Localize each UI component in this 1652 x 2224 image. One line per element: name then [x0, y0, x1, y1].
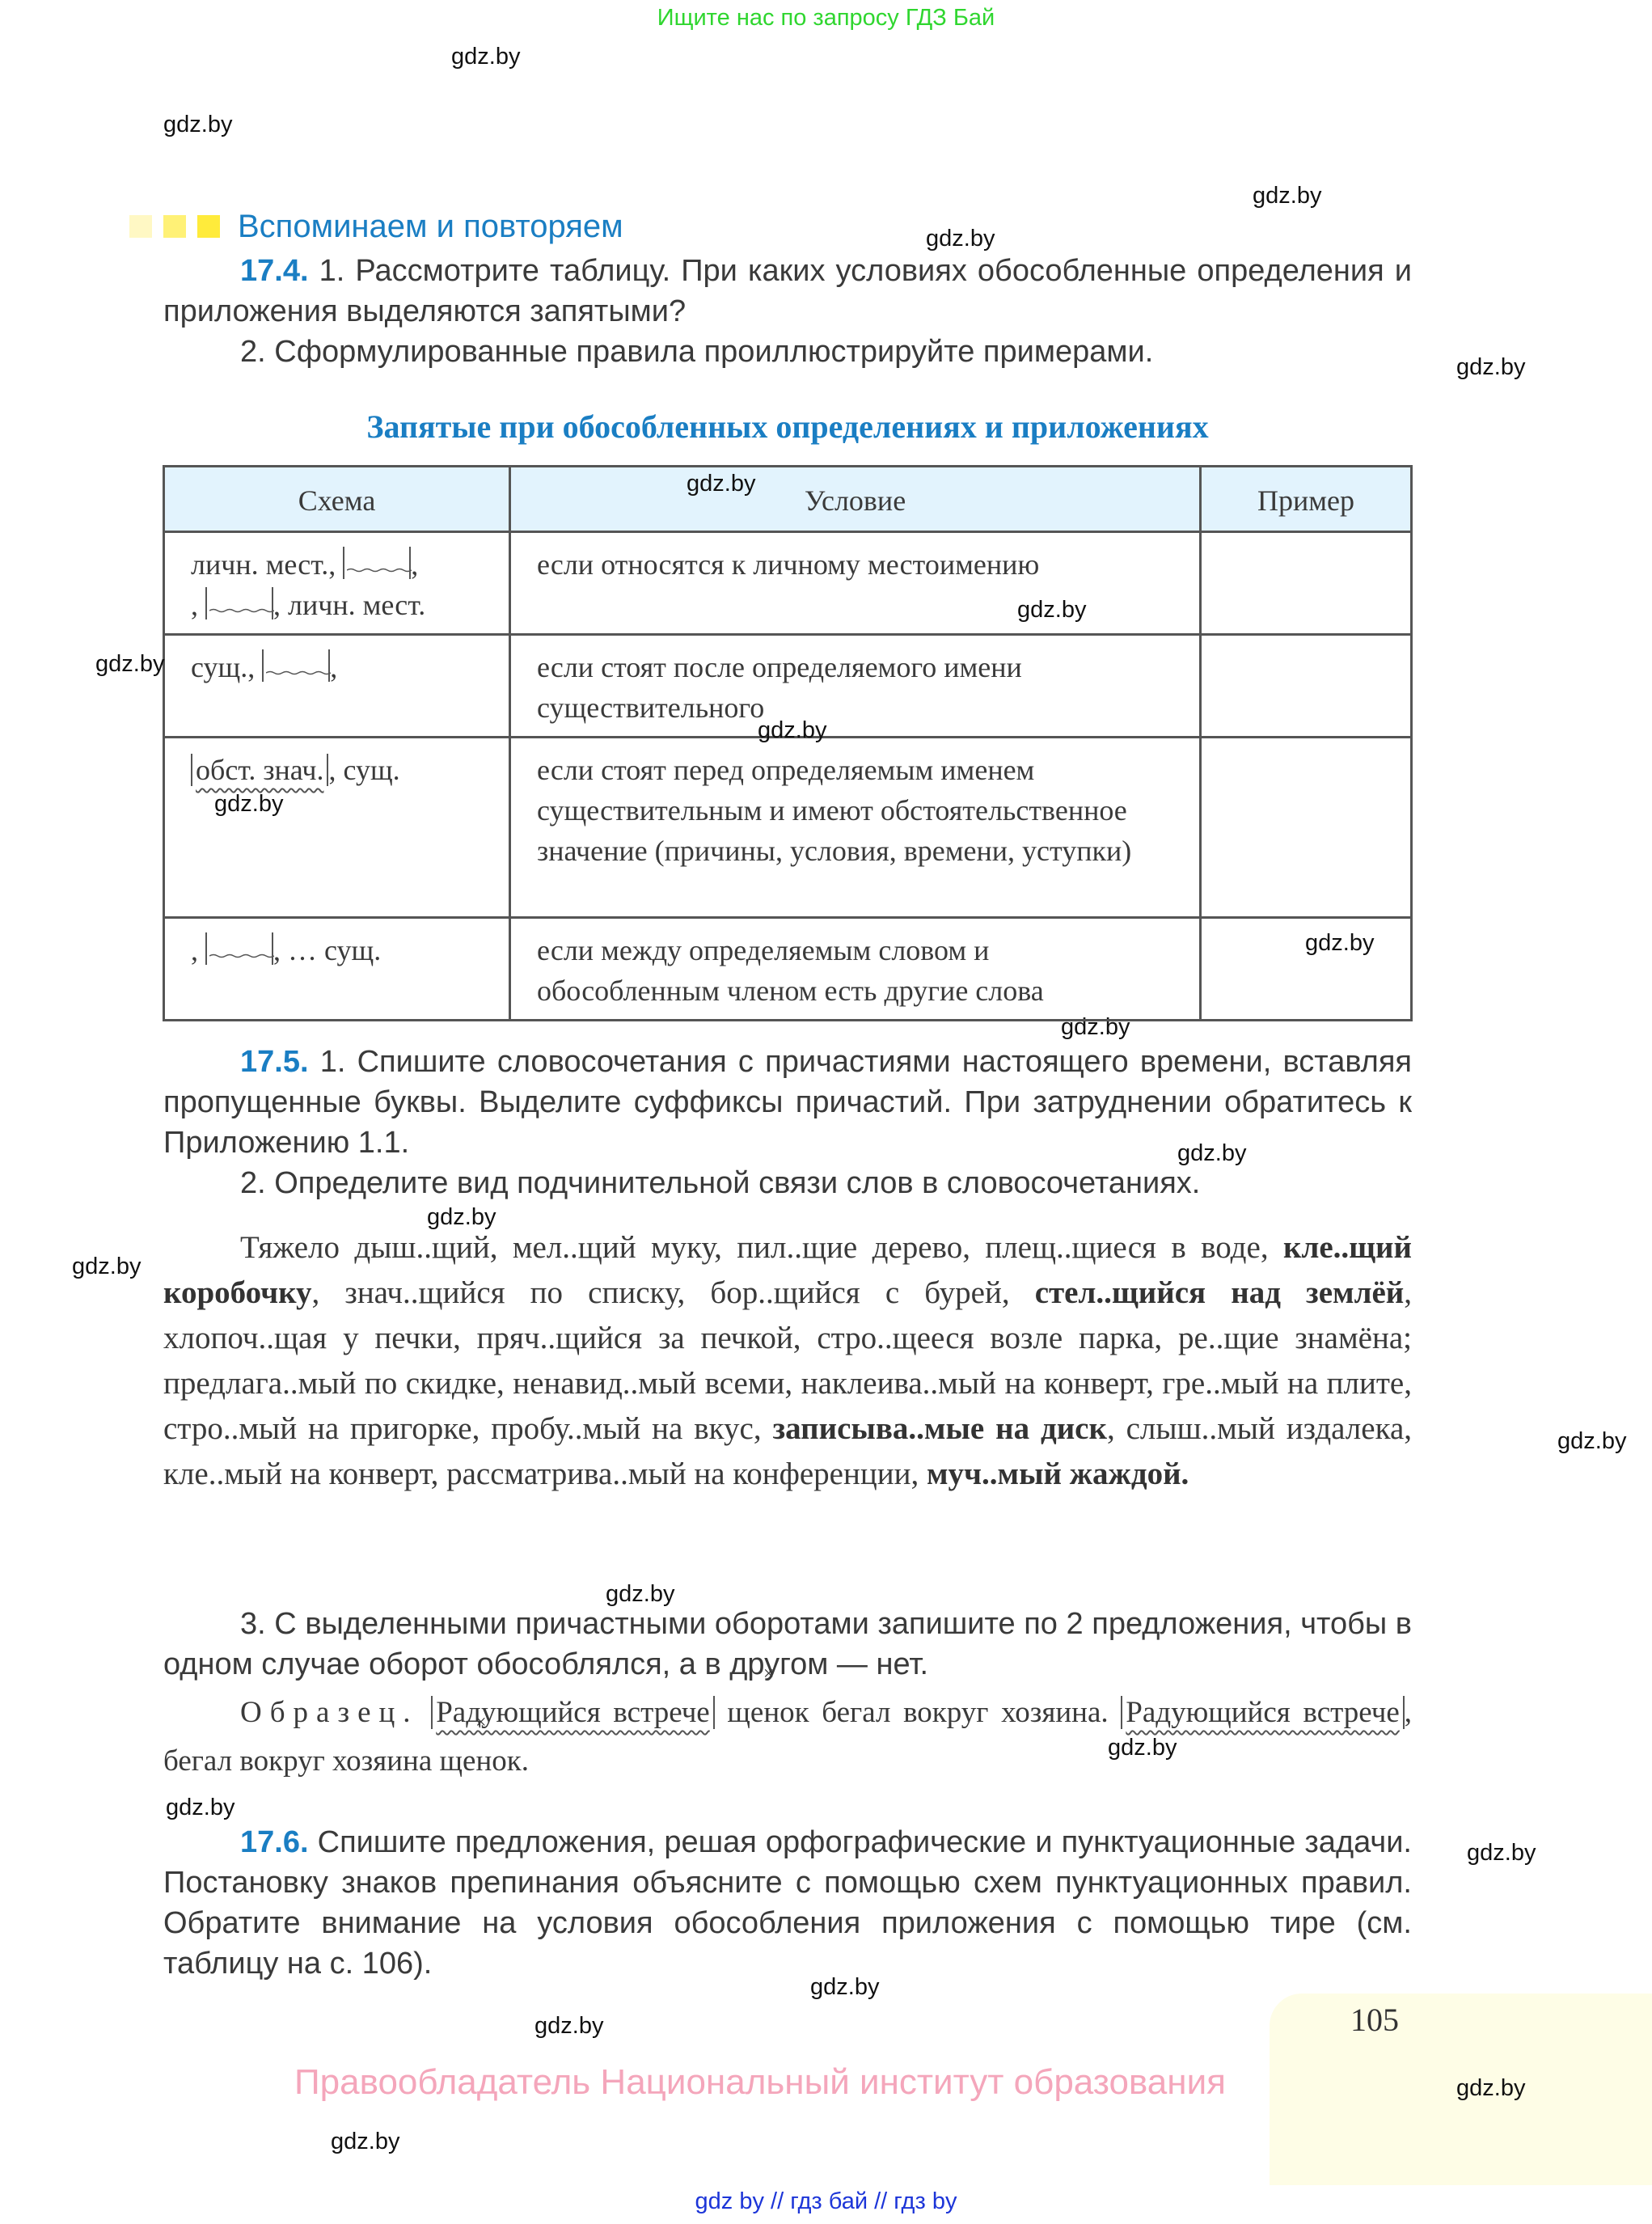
page-number: 105 — [1350, 2002, 1399, 2038]
subject-text: щенок — [727, 1696, 809, 1729]
top-banner-search-hint: Ищите нас по запросу ГДЗ Бай — [657, 5, 995, 31]
scheme-text: , … сущ. — [273, 934, 382, 966]
watermark: gdz.by — [427, 1204, 496, 1230]
watermark: gdz.by — [810, 1974, 880, 2000]
rights-holder-notice: Правообладатель Национальный институт образования — [294, 2062, 1226, 2102]
scheme-text: , — [191, 589, 198, 621]
sample-text: , бегал вокруг хозяина — [163, 1696, 1413, 1778]
table-title: Запятые при обособленных определениях и приложениях — [366, 408, 1209, 445]
participial-phrase-box-icon — [262, 649, 330, 682]
participial-phrase-box-icon — [343, 547, 411, 579]
exercise-number: 17.5. — [240, 1045, 309, 1079]
exercise-task-1: 1. Спишите словосочетания с причастиями настоящего времени, вставляя пропущенные буквы. Выделите суффиксы причастий. При затруднении обратитесь к Приложению 1.1. — [163, 1045, 1413, 1160]
scheme-text: , — [330, 651, 338, 683]
scheme-cell — [164, 918, 510, 1021]
scheme-text: , личн. мест. — [273, 589, 426, 621]
section-header — [129, 209, 623, 244]
table-row — [164, 918, 1412, 1021]
example-cell — [1201, 532, 1412, 635]
square-icon-medium — [163, 215, 186, 238]
scheme-cell — [164, 635, 510, 738]
exercise-task-2: 2. Сформулированные правила проиллюстрируйте примерами. — [240, 335, 1154, 369]
table-row — [164, 738, 1412, 918]
watermark: gdz.by — [1467, 1840, 1536, 1866]
watermark: gdz.by — [1253, 183, 1322, 209]
highlighted-phrase: записыва..мые на диск — [772, 1411, 1107, 1446]
watermark: gdz.by — [758, 717, 827, 743]
watermark: gdz.by — [163, 112, 233, 137]
highlighted-phrase: кле..щий коробочку — [163, 1230, 1412, 1310]
word-list-text: , хлопоч..щая у печки, пряч..щийся за печкой, стро..щееся возле парка, ре..щие знамёна; предлага..мый по скидке, ненавид..мый всеми, наклеива..мый на конверт, гре..мый на плите, стро..мый на пригорке, пробу..мый на вкус, — [163, 1275, 1413, 1446]
highlighted-phrase: стел..щийся над землёй — [1034, 1275, 1405, 1310]
scheme-text: , — [411, 548, 419, 581]
punctuation-rules-table — [163, 465, 1413, 1021]
sample-label: Образец. — [240, 1696, 419, 1729]
watermark: gdz.by — [331, 2129, 400, 2154]
example-cell — [1201, 635, 1412, 738]
word-list-text: , знач..щийся по списку, бор..щийся с бурей, — [311, 1275, 1035, 1310]
exercise-number: 17.4. — [240, 254, 309, 288]
sample-text: бегал вокруг хозяина. — [822, 1696, 1109, 1729]
exercise-17-5 — [163, 1042, 1412, 1203]
word-list-text: Тяжело дыш..щий, мел..щий муку, пил..щие дерево, плещ..щиеся в воде, — [240, 1230, 1283, 1265]
exercise-number: 17.6. — [240, 1825, 309, 1859]
participial-phrase: Радующийся встрече — [431, 1696, 715, 1729]
exercise-word-list — [163, 1225, 1412, 1497]
column-header-example: Пример — [1201, 467, 1412, 532]
watermark: gdz.by — [72, 1254, 142, 1279]
scheme-text: , сущ. — [328, 754, 400, 786]
exercise-task-1: 1. Рассмотрите таблицу. При каких условиях обособленные определения и приложения выделяются запятыми? — [163, 254, 1413, 328]
participial-phrase: Радующийся встрече — [1121, 1696, 1405, 1729]
exercise-17-4 — [163, 251, 1412, 372]
subject-word — [727, 1689, 809, 1737]
exercise-sample — [163, 1689, 1412, 1786]
watermark: gdz.by — [214, 791, 284, 817]
condition-cell: если относятся к личному местоимению — [509, 532, 1200, 635]
scheme-cell — [164, 532, 510, 635]
exercise-task-3: 3. С выделенными причастными оборотами запишите по 2 предложения, чтобы в одном случае оборот обособлялся, а в другом — нет. — [163, 1607, 1412, 1681]
watermark: gdz.by — [451, 44, 521, 70]
watermark: gdz.by — [534, 2013, 604, 2039]
subject-word — [440, 1737, 522, 1786]
exercise-text: Спишите предложения, решая орфографические и пунктуационные задачи. Постановку знаков препинания объясните с помощью схем пунктуационных правил. Обратите внимание на условия обособления приложения с помощью тире (см. таблицу на с. 106). — [163, 1825, 1412, 1981]
condition-cell: если стоят перед определяемым именем существительным и имеют обстоятельственное значение (причины, условия, времени, уступки) — [509, 738, 1200, 918]
watermark: gdz.by — [1456, 2075, 1526, 2101]
footer-links[interactable]: gdz by // гдз бай // гдз by — [695, 2188, 957, 2214]
watermark: gdz.by — [606, 1581, 675, 1607]
scheme-text: личн. мест., — [191, 548, 336, 581]
scheme-text: , — [191, 934, 198, 966]
watermark: gdz.by — [166, 1795, 235, 1820]
square-icon-light — [129, 215, 152, 238]
highlighted-phrase: муч..мый жаждой. — [926, 1457, 1189, 1491]
exercise-task-2: 2. Определите вид подчинительной связи слов в словосочетаниях. — [240, 1166, 1201, 1200]
scheme-text: сущ., — [191, 651, 256, 683]
watermark: gdz.by — [1177, 1140, 1247, 1166]
watermark: gdz.by — [687, 471, 756, 497]
watermark: gdz.by — [1305, 930, 1375, 956]
column-header-scheme: Схема — [164, 467, 510, 532]
example-cell — [1201, 738, 1412, 918]
word-list-text: , слыш..мый издалека, кле..мый на конверт, рассматрива..мый на конференции, — [163, 1411, 1412, 1491]
exercise-17-6 — [163, 1822, 1412, 1984]
condition-cell: если стоят после определяемого имени существительного — [509, 635, 1200, 738]
watermark: gdz.by — [1017, 597, 1087, 623]
watermark: gdz.by — [1108, 1735, 1177, 1761]
participial-phrase-box-icon — [205, 932, 273, 965]
exercise-17-5-task-3 — [163, 1604, 1412, 1685]
condition-cell: если между определяемым словом и обособленным членом есть другие слова — [509, 918, 1200, 1021]
watermark: gdz.by — [926, 226, 995, 252]
watermark: gdz.by — [1456, 354, 1526, 380]
subject-text: щенок — [439, 1744, 522, 1778]
watermark: gdz.by — [1557, 1428, 1627, 1454]
watermark: gdz.by — [1061, 1014, 1130, 1040]
table-header-row — [164, 467, 1412, 532]
column-header-condition: Условие — [509, 467, 1200, 532]
watermark: gdz.by — [95, 651, 165, 677]
participial-phrase-box-icon — [205, 587, 273, 619]
table-row — [164, 532, 1412, 635]
square-icon-bright — [197, 215, 220, 238]
sample-text: . — [521, 1744, 529, 1778]
scheme-circumstantial-phrase: обст. знач. — [191, 754, 328, 786]
section-title: Вспоминаем и повторяем — [238, 209, 623, 244]
scheme-cell — [164, 738, 510, 918]
